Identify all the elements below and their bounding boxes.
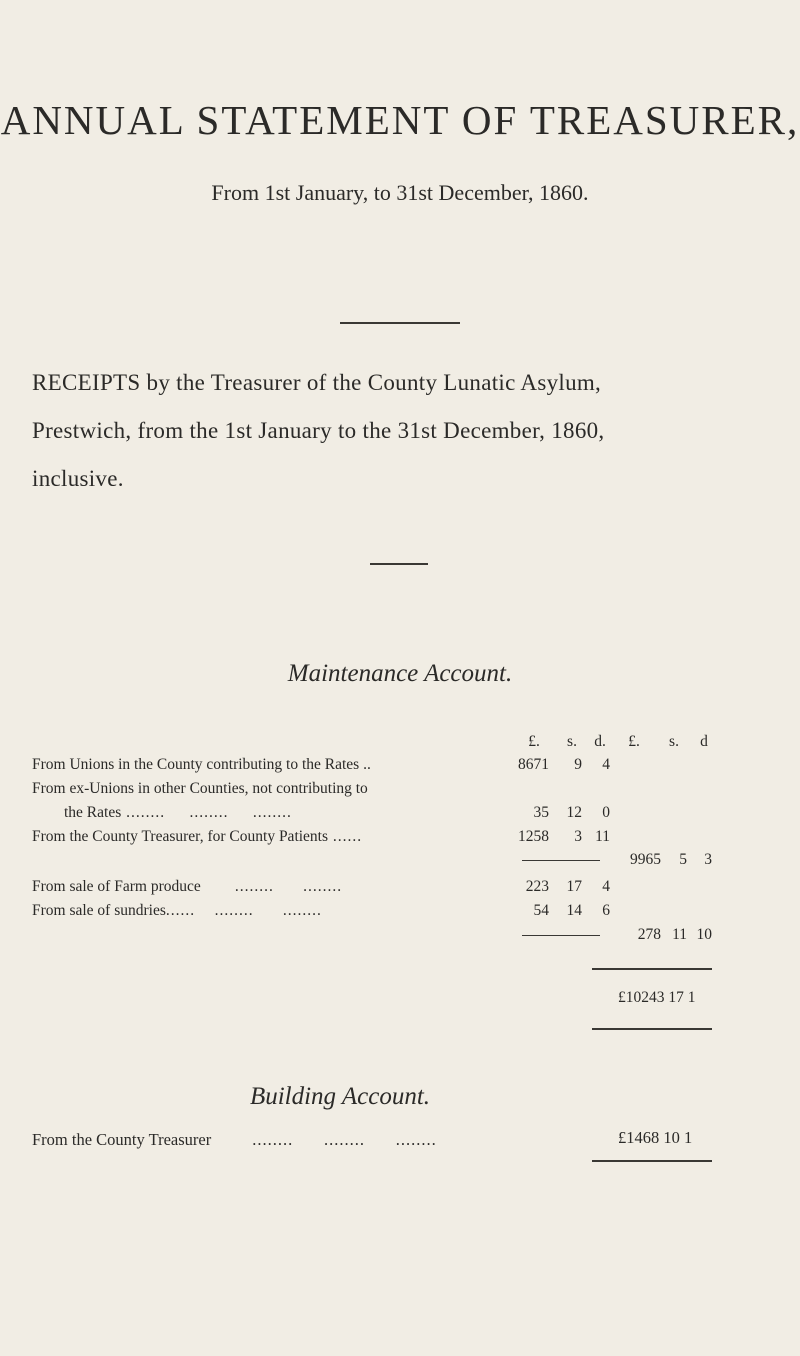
intro-line-1: RECEIPTS by the Treasurer of the County Lunatic Asylum, [32,370,602,395]
subtotal-rule [522,935,600,936]
col-header-pounds: £. [528,733,540,750]
row-pence: 4 [602,756,610,773]
col-header-shillings: s. [567,733,577,750]
row-label: From the County Treasurer, for County Patients ...... [32,828,363,845]
row-pounds: 54 [533,902,549,919]
row-shillings: 17 [566,878,582,895]
building-amount: £1468 10 1 [618,1128,693,1147]
row-shillings: 3 [574,828,582,845]
divider-rule [340,322,460,324]
row-label: From sale of Farm produce ........ ........ [32,878,343,895]
subtotal-pounds: 278 [637,926,661,943]
row-pounds: 8671 [518,756,549,773]
document-subtitle: From 1st January, to 31st December, 1860. [211,180,589,205]
building-account-title: Building Account. [249,1083,431,1110]
row-label: From Unions in the County contributing to the Rates .. [32,756,371,773]
row-label: From ex-Unions in other Counties, not contributing to [32,780,368,797]
row-pence: 6 [602,902,610,919]
maintenance-account-title: Maintenance Account. [287,660,513,687]
intro-line-3: inclusive. [32,466,124,491]
subtotal-shillings: 11 [672,926,687,943]
row-pounds: 223 [525,878,549,895]
row-shillings: 9 [574,756,582,773]
col-header-total-pounds: £. [628,733,640,750]
row-shillings: 14 [566,902,582,919]
building-total-rule [592,1160,712,1162]
subtotal-pence: 3 [704,851,712,868]
row-pence: 11 [595,828,610,845]
row-pounds: 35 [533,804,549,821]
subtotal-rule [522,860,600,861]
grand-total-rule-top [592,968,712,970]
grand-total: £10243 17 1 [618,989,696,1006]
row-shillings: 12 [566,804,582,821]
col-header-pence: d. [594,733,606,750]
divider-short-rule [370,563,428,565]
subtotal-shillings: 5 [679,851,687,868]
subtotal-pounds: 9965 [630,851,661,868]
row-label-continued: the Rates ........ ........ ........ [64,804,292,821]
row-pence: 4 [602,878,610,895]
col-header-total-pence: d [700,733,708,750]
row-pence: 0 [602,804,610,821]
subtotal-pence: 10 [696,926,712,943]
document-title: ANNUAL STATEMENT OF TREASURER, [0,97,800,143]
col-header-total-shillings: s. [669,733,679,750]
building-row-label: From the County Treasurer ........ ........ ........ [32,1130,437,1149]
row-label: From sale of sundries...... ........ ........ [32,902,322,919]
intro-line-2: Prestwich, from the 1st January to the 31st December, 1860, [32,418,605,443]
row-pounds: 1258 [518,828,549,845]
grand-total-rule-bottom [592,1028,712,1030]
